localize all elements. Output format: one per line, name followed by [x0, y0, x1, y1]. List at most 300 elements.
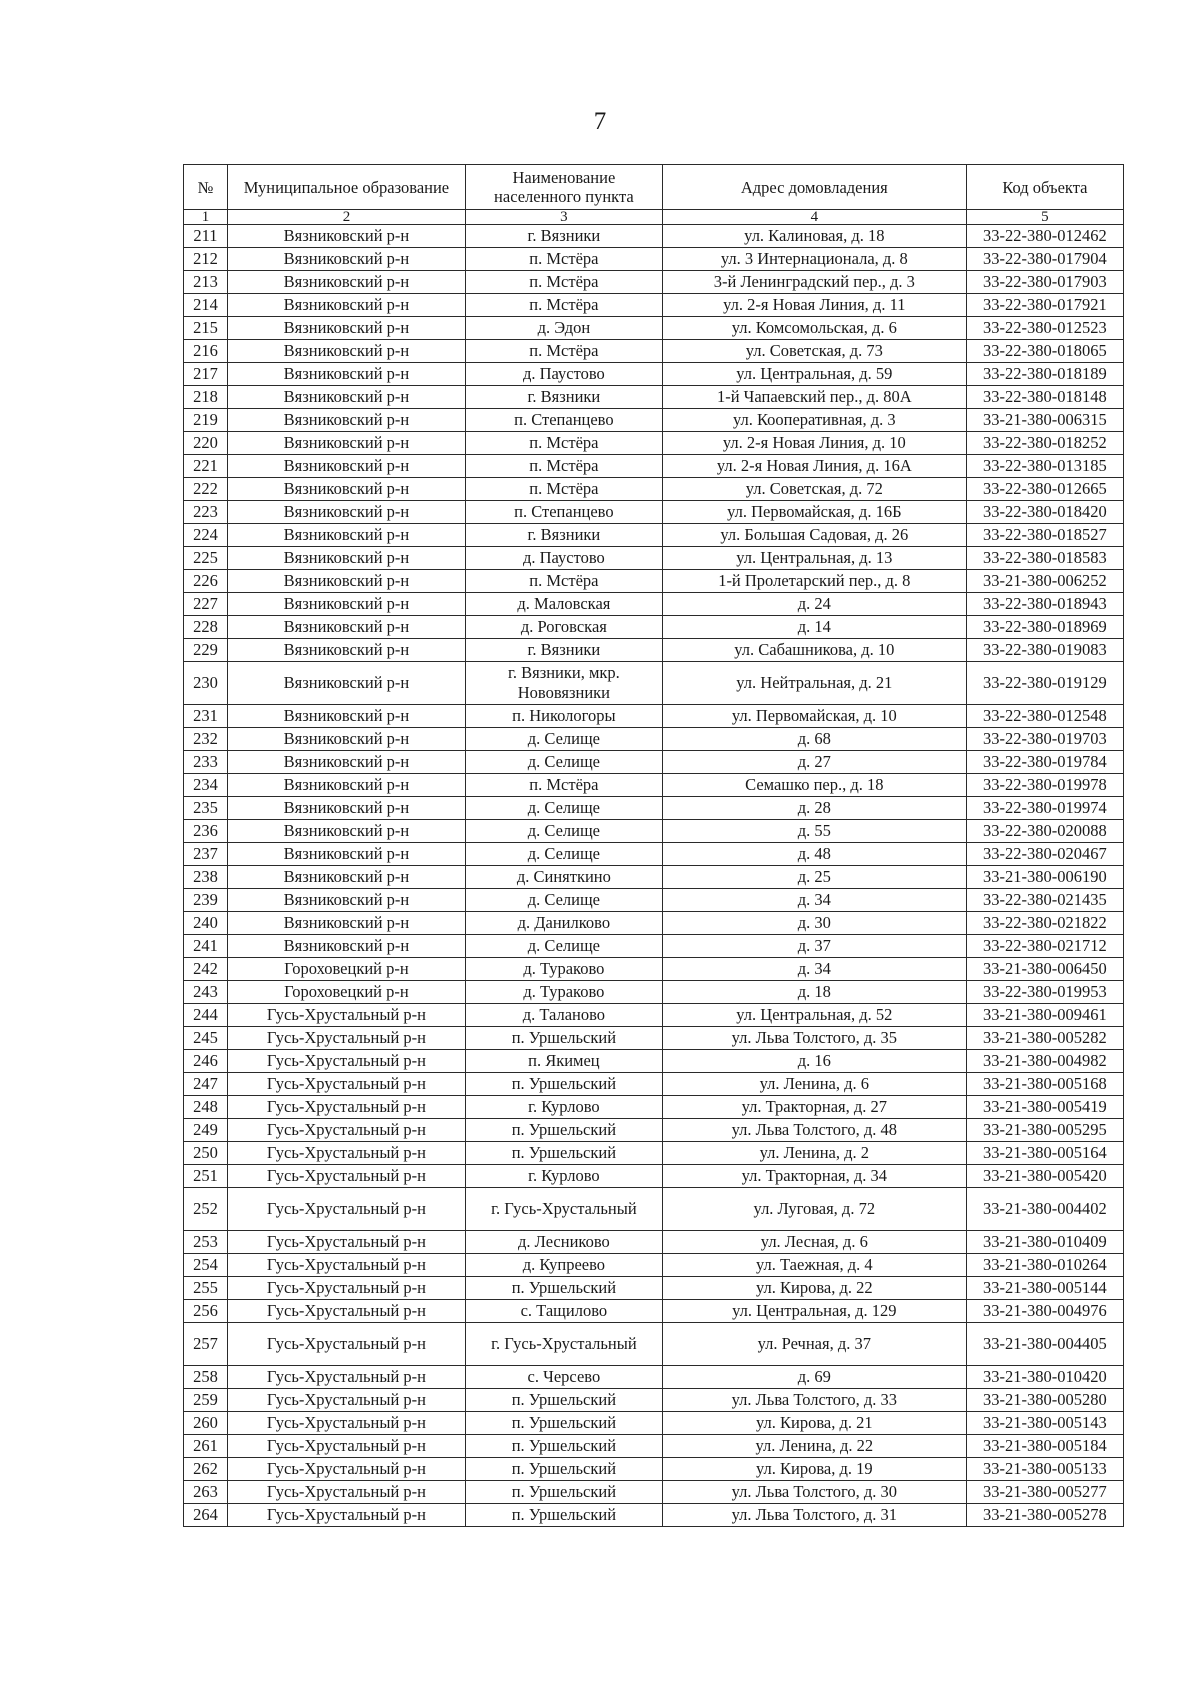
cell-code: 33-21-380-009461: [966, 1004, 1123, 1027]
cell-municipality: Гороховецкий р-н: [228, 981, 466, 1004]
cell-number: 237: [184, 843, 228, 866]
cell-settlement: п. Мстёра: [465, 455, 662, 478]
cell-code: 33-21-380-005278: [966, 1504, 1123, 1527]
cell-address: ул. Льва Толстого, д. 48: [662, 1119, 966, 1142]
cell-address: ул. Лесная, д. 6: [662, 1231, 966, 1254]
table-row: [184, 958, 1124, 981]
cell-address: д. 28: [662, 797, 966, 820]
cell-number: 255: [184, 1277, 228, 1300]
header-number: №: [184, 165, 228, 210]
cell-code: 33-21-380-005277: [966, 1481, 1123, 1504]
cell-settlement: д. Селище: [465, 843, 662, 866]
table-row: [184, 751, 1124, 774]
cell-address: ул. Советская, д. 73: [662, 340, 966, 363]
cell-number: 223: [184, 501, 228, 524]
cell-code: 33-22-380-020088: [966, 820, 1123, 843]
cell-number: 226: [184, 570, 228, 593]
cell-number: 212: [184, 248, 228, 271]
table-row: [184, 639, 1124, 662]
cell-address: д. 34: [662, 958, 966, 981]
cell-settlement: п. Мстёра: [465, 432, 662, 455]
table-row: [184, 248, 1124, 271]
cell-settlement: д. Синяткино: [465, 866, 662, 889]
cell-address: д. 68: [662, 728, 966, 751]
cell-address: д. 30: [662, 912, 966, 935]
cell-municipality: Вязниковский р-н: [228, 797, 466, 820]
table-row: [184, 1412, 1124, 1435]
cell-municipality: Вязниковский р-н: [228, 912, 466, 935]
cell-number: 216: [184, 340, 228, 363]
cell-number: 217: [184, 363, 228, 386]
cell-code: 33-22-380-012665: [966, 478, 1123, 501]
cell-address: ул. Кирова, д. 21: [662, 1412, 966, 1435]
cell-settlement: п. Уршельский: [465, 1073, 662, 1096]
cell-address: д. 24: [662, 593, 966, 616]
cell-code: 33-21-380-004982: [966, 1050, 1123, 1073]
cell-number: 245: [184, 1027, 228, 1050]
cell-number: 249: [184, 1119, 228, 1142]
cell-municipality: Гусь-Хрустальный р-н: [228, 1004, 466, 1027]
cell-code: 33-21-380-005133: [966, 1458, 1123, 1481]
cell-number: 261: [184, 1435, 228, 1458]
cell-number: 218: [184, 386, 228, 409]
cell-municipality: Вязниковский р-н: [228, 616, 466, 639]
cell-code: 33-22-380-021712: [966, 935, 1123, 958]
cell-settlement: д. Тураково: [465, 958, 662, 981]
table-row: [184, 547, 1124, 570]
cell-municipality: Вязниковский р-н: [228, 386, 466, 409]
cell-municipality: Вязниковский р-н: [228, 774, 466, 797]
cell-municipality: Гусь-Хрустальный р-н: [228, 1050, 466, 1073]
cell-municipality: Гусь-Хрустальный р-н: [228, 1277, 466, 1300]
cell-number: 244: [184, 1004, 228, 1027]
cell-code: 33-22-380-019784: [966, 751, 1123, 774]
cell-code: 33-21-380-005144: [966, 1277, 1123, 1300]
header-address: Адрес домовладения: [662, 165, 966, 210]
cell-number: 224: [184, 524, 228, 547]
table-row: [184, 1366, 1124, 1389]
header-settlement: Наименование населенного пункта: [465, 165, 662, 210]
cell-settlement: п. Уршельский: [465, 1435, 662, 1458]
cell-municipality: Вязниковский р-н: [228, 271, 466, 294]
cell-address: ул. Первомайская, д. 10: [662, 705, 966, 728]
table-row: [184, 455, 1124, 478]
cell-number: 227: [184, 593, 228, 616]
cell-address: ул. Льва Толстого, д. 35: [662, 1027, 966, 1050]
cell-address: ул. Льва Толстого, д. 31: [662, 1504, 966, 1527]
table-row: [184, 1300, 1124, 1323]
table-row: [184, 1119, 1124, 1142]
cell-address: 1-й Пролетарский пер., д. 8: [662, 570, 966, 593]
table-row: [184, 409, 1124, 432]
cell-number: 240: [184, 912, 228, 935]
cell-municipality: Гусь-Хрустальный р-н: [228, 1366, 466, 1389]
cell-address: ул. Луговая, д. 72: [662, 1188, 966, 1231]
cell-address: 1-й Чапаевский пер., д. 80А: [662, 386, 966, 409]
cell-code: 33-22-380-017921: [966, 294, 1123, 317]
table-row: [184, 820, 1124, 843]
cell-settlement: п. Уршельский: [465, 1119, 662, 1142]
cell-code: 33-21-380-005143: [966, 1412, 1123, 1435]
cell-municipality: Вязниковский р-н: [228, 225, 466, 248]
cell-settlement: г. Гусь-Хрустальный: [465, 1188, 662, 1231]
cell-number: 221: [184, 455, 228, 478]
table-header: [184, 165, 1124, 225]
cell-number: 230: [184, 662, 228, 705]
table-row: [184, 271, 1124, 294]
cell-code: 33-21-380-005295: [966, 1119, 1123, 1142]
cell-settlement: д. Селище: [465, 797, 662, 820]
cell-address: ул. Тракторная, д. 27: [662, 1096, 966, 1119]
cell-municipality: Гусь-Хрустальный р-н: [228, 1412, 466, 1435]
cell-number: 238: [184, 866, 228, 889]
table-row: [184, 317, 1124, 340]
cell-code: 33-21-380-006315: [966, 409, 1123, 432]
cell-municipality: Гусь-Хрустальный р-н: [228, 1323, 466, 1366]
table-row: [184, 1142, 1124, 1165]
cell-address: 3-й Ленинградский пер., д. 3: [662, 271, 966, 294]
cell-municipality: Вязниковский р-н: [228, 409, 466, 432]
cell-address: ул. Ленина, д. 6: [662, 1073, 966, 1096]
cell-municipality: Гусь-Хрустальный р-н: [228, 1504, 466, 1527]
cell-settlement: с. Черсево: [465, 1366, 662, 1389]
cell-address: ул. Речная, д. 37: [662, 1323, 966, 1366]
cell-address: ул. Советская, д. 72: [662, 478, 966, 501]
cell-municipality: Вязниковский р-н: [228, 570, 466, 593]
cell-number: 239: [184, 889, 228, 912]
cell-code: 33-21-380-005168: [966, 1073, 1123, 1096]
cell-code: 33-21-380-006252: [966, 570, 1123, 593]
cell-settlement: д. Селище: [465, 728, 662, 751]
cell-code: 33-21-380-005280: [966, 1389, 1123, 1412]
cell-number: 260: [184, 1412, 228, 1435]
cell-municipality: Вязниковский р-н: [228, 935, 466, 958]
cell-municipality: Вязниковский р-н: [228, 248, 466, 271]
cell-municipality: Гусь-Хрустальный р-н: [228, 1188, 466, 1231]
table-row: [184, 524, 1124, 547]
cell-address: ул. Сабашникова, д. 10: [662, 639, 966, 662]
cell-number: 252: [184, 1188, 228, 1231]
column-index: 3: [465, 210, 662, 225]
cell-number: 232: [184, 728, 228, 751]
cell-settlement: д. Лесниково: [465, 1231, 662, 1254]
cell-address: д. 25: [662, 866, 966, 889]
table-row: [184, 774, 1124, 797]
cell-number: 253: [184, 1231, 228, 1254]
cell-settlement: п. Мстёра: [465, 478, 662, 501]
cell-address: ул. Первомайская, д. 16Б: [662, 501, 966, 524]
cell-address: д. 16: [662, 1050, 966, 1073]
cell-settlement: с. Тащилово: [465, 1300, 662, 1323]
cell-code: 33-22-380-018583: [966, 547, 1123, 570]
cell-address: ул. Комсомольская, д. 6: [662, 317, 966, 340]
cell-address: ул. Таежная, д. 4: [662, 1254, 966, 1277]
cell-number: 246: [184, 1050, 228, 1073]
cell-number: 220: [184, 432, 228, 455]
column-index: 4: [662, 210, 966, 225]
table-row: [184, 1481, 1124, 1504]
cell-address: ул. Нейтральная, д. 21: [662, 662, 966, 705]
cell-number: 213: [184, 271, 228, 294]
cell-municipality: Гусь-Хрустальный р-н: [228, 1142, 466, 1165]
cell-address: ул. Кирова, д. 22: [662, 1277, 966, 1300]
cell-address: ул. 2-я Новая Линия, д. 11: [662, 294, 966, 317]
cell-municipality: Вязниковский р-н: [228, 317, 466, 340]
cell-code: 33-21-380-004976: [966, 1300, 1123, 1323]
cell-municipality: Гусь-Хрустальный р-н: [228, 1458, 466, 1481]
cell-settlement: г. Гусь-Хрустальный: [465, 1323, 662, 1366]
cell-settlement: п. Мстёра: [465, 248, 662, 271]
cell-number: 257: [184, 1323, 228, 1366]
cell-number: 219: [184, 409, 228, 432]
cell-municipality: Гусь-Хрустальный р-н: [228, 1481, 466, 1504]
cell-address: ул. Центральная, д. 129: [662, 1300, 966, 1323]
cell-address: д. 34: [662, 889, 966, 912]
table-row: [184, 294, 1124, 317]
cell-address: ул. Центральная, д. 59: [662, 363, 966, 386]
cell-settlement: п. Мстёра: [465, 340, 662, 363]
cell-municipality: Вязниковский р-н: [228, 751, 466, 774]
table-row: [184, 935, 1124, 958]
cell-code: 33-21-380-010420: [966, 1366, 1123, 1389]
cell-code: 33-22-380-018148: [966, 386, 1123, 409]
cell-code: 33-22-380-021435: [966, 889, 1123, 912]
cell-municipality: Гороховецкий р-н: [228, 958, 466, 981]
cell-settlement: п. Уршельский: [465, 1027, 662, 1050]
cell-settlement: п. Мстёра: [465, 774, 662, 797]
cell-municipality: Гусь-Хрустальный р-н: [228, 1389, 466, 1412]
cell-number: 264: [184, 1504, 228, 1527]
cell-address: ул. Ленина, д. 2: [662, 1142, 966, 1165]
cell-settlement: г. Вязники: [465, 524, 662, 547]
table-row: [184, 866, 1124, 889]
table-row: [184, 1004, 1124, 1027]
cell-municipality: Вязниковский р-н: [228, 363, 466, 386]
table-row: [184, 843, 1124, 866]
cell-number: 242: [184, 958, 228, 981]
cell-number: 234: [184, 774, 228, 797]
cell-code: 33-22-380-017903: [966, 271, 1123, 294]
cell-settlement: д. Маловская: [465, 593, 662, 616]
cell-municipality: Гусь-Хрустальный р-н: [228, 1435, 466, 1458]
cell-address: д. 48: [662, 843, 966, 866]
cell-code: 33-21-380-005420: [966, 1165, 1123, 1188]
cell-address: ул. 3 Интернационала, д. 8: [662, 248, 966, 271]
cell-settlement: п. Уршельский: [465, 1504, 662, 1527]
cell-municipality: Вязниковский р-н: [228, 547, 466, 570]
cell-settlement: п. Уршельский: [465, 1389, 662, 1412]
column-index: 5: [966, 210, 1123, 225]
cell-number: 262: [184, 1458, 228, 1481]
table-row: [184, 1231, 1124, 1254]
cell-code: 33-22-380-012523: [966, 317, 1123, 340]
table-row: [184, 478, 1124, 501]
cell-settlement: д. Тураково: [465, 981, 662, 1004]
cell-settlement: д. Данилково: [465, 912, 662, 935]
cell-settlement: п. Уршельский: [465, 1481, 662, 1504]
table-row: [184, 570, 1124, 593]
cell-code: 33-22-380-020467: [966, 843, 1123, 866]
cell-municipality: Вязниковский р-н: [228, 593, 466, 616]
cell-municipality: Гусь-Хрустальный р-н: [228, 1300, 466, 1323]
cell-address: д. 37: [662, 935, 966, 958]
cell-number: 258: [184, 1366, 228, 1389]
cell-municipality: Гусь-Хрустальный р-н: [228, 1027, 466, 1050]
cell-code: 33-21-380-005164: [966, 1142, 1123, 1165]
cell-municipality: Вязниковский р-н: [228, 524, 466, 547]
cell-number: 256: [184, 1300, 228, 1323]
cell-number: 222: [184, 478, 228, 501]
cell-code: 33-21-380-005184: [966, 1435, 1123, 1458]
cell-number: 214: [184, 294, 228, 317]
cell-code: 33-21-380-004405: [966, 1323, 1123, 1366]
cell-settlement: п. Степанцево: [465, 501, 662, 524]
cell-code: 33-22-380-019703: [966, 728, 1123, 751]
header-municipality: Муниципальное образование: [228, 165, 466, 210]
cell-code: 33-22-380-019953: [966, 981, 1123, 1004]
table-row: [184, 501, 1124, 524]
cell-code: 33-22-380-019978: [966, 774, 1123, 797]
table-row: [184, 705, 1124, 728]
table-row: [184, 1050, 1124, 1073]
cell-code: 33-22-380-013185: [966, 455, 1123, 478]
cell-code: 33-21-380-006450: [966, 958, 1123, 981]
cell-settlement: г. Курлово: [465, 1165, 662, 1188]
cell-code: 33-21-380-005419: [966, 1096, 1123, 1119]
cell-code: 33-22-380-019974: [966, 797, 1123, 820]
cell-municipality: Вязниковский р-н: [228, 340, 466, 363]
cell-number: 254: [184, 1254, 228, 1277]
cell-number: 241: [184, 935, 228, 958]
cell-code: 33-22-380-018969: [966, 616, 1123, 639]
cell-settlement: п. Уршельский: [465, 1277, 662, 1300]
cell-number: 225: [184, 547, 228, 570]
table-row: [184, 1435, 1124, 1458]
cell-municipality: Вязниковский р-н: [228, 843, 466, 866]
cell-municipality: Гусь-Хрустальный р-н: [228, 1254, 466, 1277]
header-row: [184, 165, 1124, 210]
table-row: [184, 593, 1124, 616]
cell-address: ул. Центральная, д. 52: [662, 1004, 966, 1027]
cell-municipality: Вязниковский р-н: [228, 728, 466, 751]
cell-number: 250: [184, 1142, 228, 1165]
cell-settlement: п. Мстёра: [465, 271, 662, 294]
table-row: [184, 1165, 1124, 1188]
cell-code: 33-22-380-019129: [966, 662, 1123, 705]
cell-municipality: Вязниковский р-н: [228, 478, 466, 501]
cell-settlement: п. Никологоры: [465, 705, 662, 728]
cell-number: 248: [184, 1096, 228, 1119]
cell-settlement: п. Мстёра: [465, 570, 662, 593]
cell-settlement: д. Паустово: [465, 547, 662, 570]
cell-address: ул. Ленина, д. 22: [662, 1435, 966, 1458]
registry-table: [183, 164, 1124, 1527]
cell-code: 33-21-380-006190: [966, 866, 1123, 889]
table-row: [184, 662, 1124, 705]
table-row: [184, 797, 1124, 820]
cell-address: д. 55: [662, 820, 966, 843]
cell-address: ул. Льва Толстого, д. 33: [662, 1389, 966, 1412]
cell-settlement: п. Уршельский: [465, 1412, 662, 1435]
cell-municipality: Гусь-Хрустальный р-н: [228, 1096, 466, 1119]
cell-address: д. 18: [662, 981, 966, 1004]
cell-code: 33-22-380-018420: [966, 501, 1123, 524]
page-number: 7: [593, 108, 607, 135]
cell-code: 33-21-380-010264: [966, 1254, 1123, 1277]
table-row: [184, 225, 1124, 248]
cell-settlement: п. Степанцево: [465, 409, 662, 432]
table-row: [184, 1073, 1124, 1096]
cell-settlement: д. Паустово: [465, 363, 662, 386]
cell-address: д. 27: [662, 751, 966, 774]
cell-number: 235: [184, 797, 228, 820]
cell-number: 236: [184, 820, 228, 843]
cell-address: д. 69: [662, 1366, 966, 1389]
cell-municipality: Вязниковский р-н: [228, 866, 466, 889]
cell-settlement: д. Селище: [465, 889, 662, 912]
cell-settlement: д. Селище: [465, 935, 662, 958]
table-row: [184, 889, 1124, 912]
table-row: [184, 981, 1124, 1004]
cell-address: ул. Тракторная, д. 34: [662, 1165, 966, 1188]
table-row: [184, 1027, 1124, 1050]
cell-settlement: г. Вязники: [465, 225, 662, 248]
cell-number: 243: [184, 981, 228, 1004]
table-row: [184, 386, 1124, 409]
cell-settlement: г. Вязники: [465, 639, 662, 662]
cell-number: 231: [184, 705, 228, 728]
cell-municipality: Вязниковский р-н: [228, 820, 466, 843]
cell-code: 33-22-380-018189: [966, 363, 1123, 386]
cell-address: ул. 2-я Новая Линия, д. 16А: [662, 455, 966, 478]
cell-settlement: п. Мстёра: [465, 294, 662, 317]
cell-municipality: Вязниковский р-н: [228, 639, 466, 662]
table-row: [184, 1504, 1124, 1527]
cell-municipality: Вязниковский р-н: [228, 455, 466, 478]
cell-code: 33-22-380-019083: [966, 639, 1123, 662]
cell-municipality: Вязниковский р-н: [228, 705, 466, 728]
cell-code: 33-22-380-018252: [966, 432, 1123, 455]
cell-municipality: Вязниковский р-н: [228, 294, 466, 317]
table-row: [184, 432, 1124, 455]
cell-code: 33-22-380-018527: [966, 524, 1123, 547]
cell-settlement: г. Курлово: [465, 1096, 662, 1119]
cell-code: 33-22-380-021822: [966, 912, 1123, 935]
cell-address: Семашко пер., д. 18: [662, 774, 966, 797]
cell-address: д. 14: [662, 616, 966, 639]
cell-municipality: Гусь-Хрустальный р-н: [228, 1231, 466, 1254]
cell-code: 33-22-380-018943: [966, 593, 1123, 616]
cell-settlement: д. Таланово: [465, 1004, 662, 1027]
column-index: 1: [184, 210, 228, 225]
cell-address: ул. Центральная, д. 13: [662, 547, 966, 570]
cell-number: 228: [184, 616, 228, 639]
cell-code: 33-21-380-004402: [966, 1188, 1123, 1231]
cell-code: 33-22-380-017904: [966, 248, 1123, 271]
table-row: [184, 912, 1124, 935]
cell-code: 33-21-380-010409: [966, 1231, 1123, 1254]
cell-address: ул. Льва Толстого, д. 30: [662, 1481, 966, 1504]
cell-address: ул. Кирова, д. 19: [662, 1458, 966, 1481]
cell-settlement: д. Купреево: [465, 1254, 662, 1277]
table-row: [184, 1389, 1124, 1412]
cell-municipality: Гусь-Хрустальный р-н: [228, 1119, 466, 1142]
cell-settlement: г. Вязники: [465, 386, 662, 409]
cell-number: 215: [184, 317, 228, 340]
cell-address: ул. Кооперативная, д. 3: [662, 409, 966, 432]
cell-municipality: Вязниковский р-н: [228, 662, 466, 705]
cell-number: 211: [184, 225, 228, 248]
